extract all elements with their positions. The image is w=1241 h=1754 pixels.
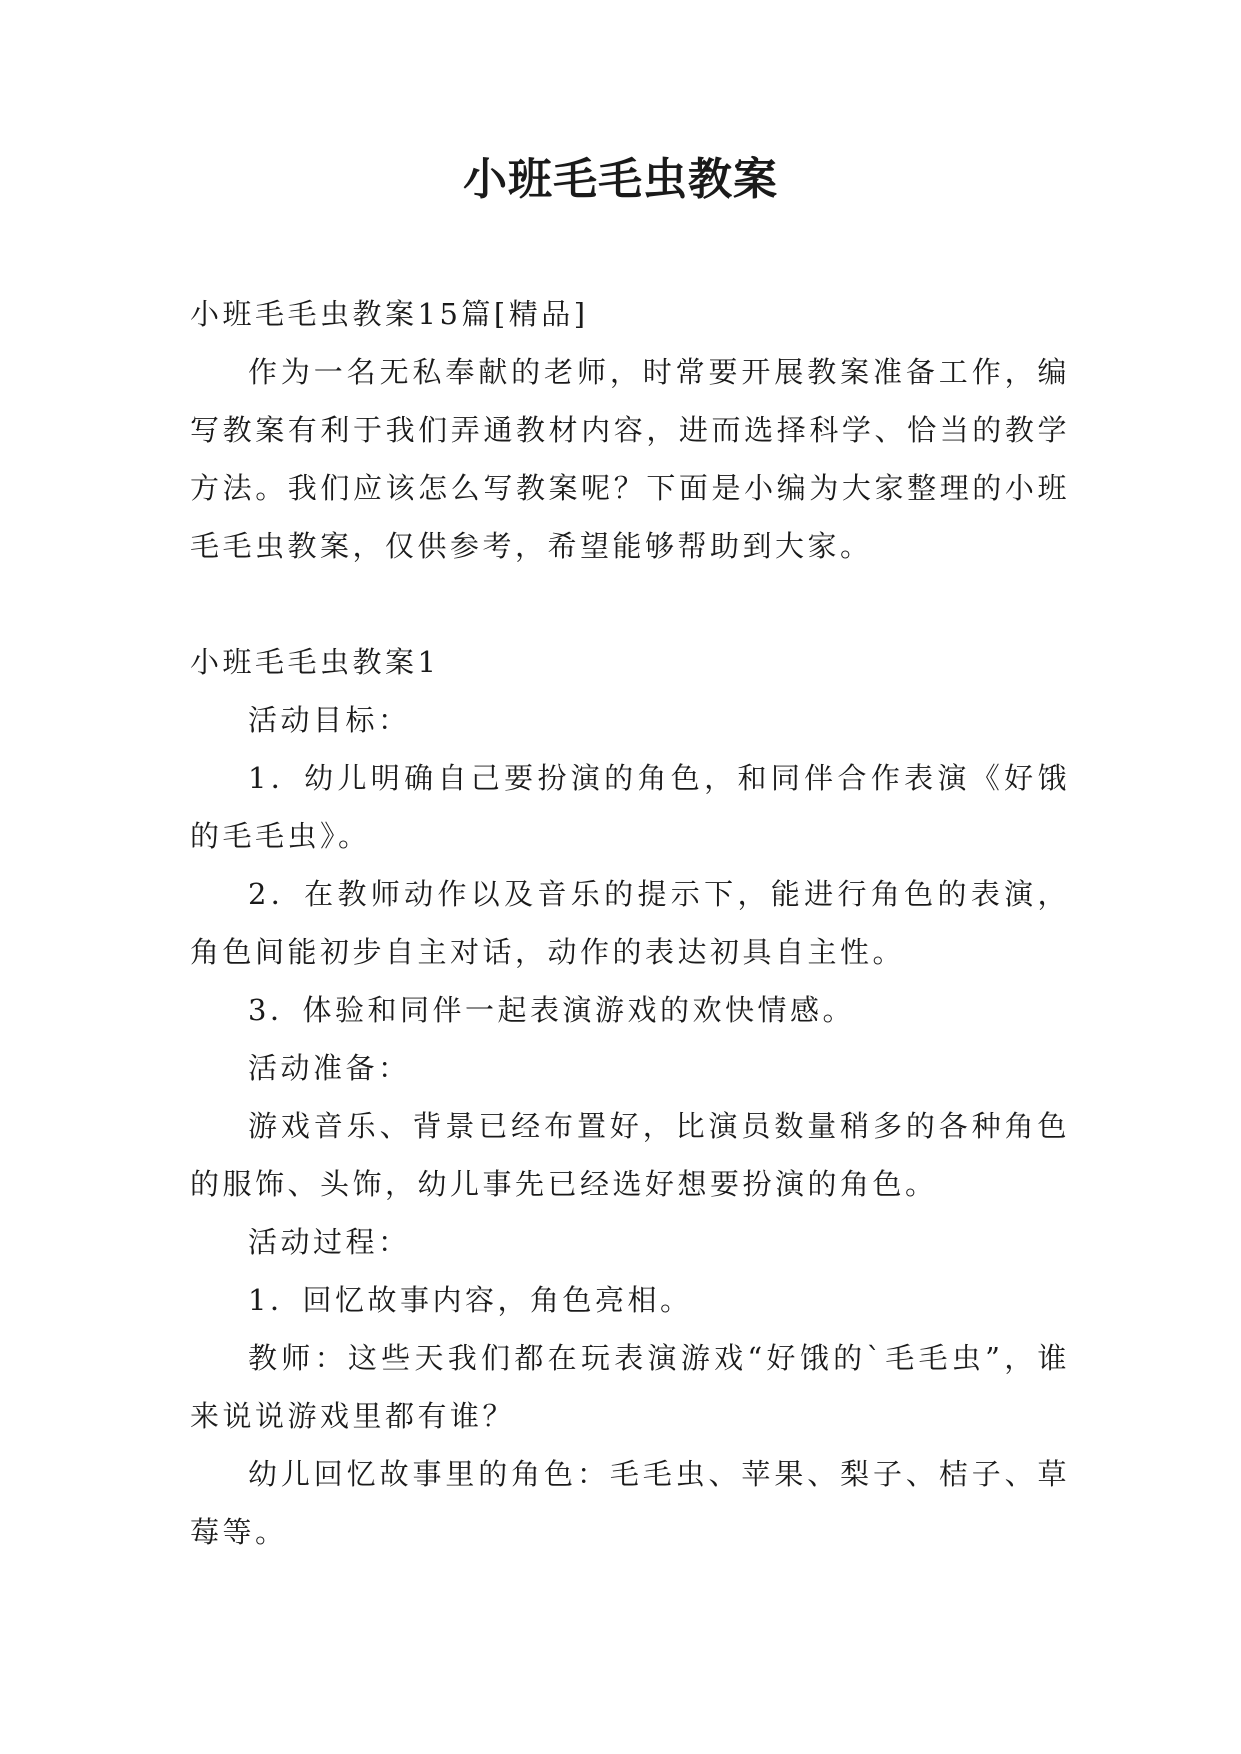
activity-process-heading: 活动过程： — [248, 1225, 411, 1259]
intro-paragraph: 作为一名无私奉献的老师，时常要开展教案准备工作，编写教案有利于我们弄通教材内容，进而选择科学、恰当的教学方法。我们应该怎么写教案呢？下面是小编为大家整理的小班毛毛虫教案，仅供参考，希望能够帮助到大家。 — [190, 355, 1070, 563]
teacher-dialogue-paragraph: 教师：这些天我们都在玩表演游戏“好饿的`毛毛虫”，谁来说说游戏里都有谁？ — [190, 1341, 1070, 1433]
activity-prep-heading: 活动准备： — [248, 1051, 411, 1085]
children-recall-paragraph: 幼儿回忆故事里的角色：毛毛虫、苹果、梨子、桔子、草莓等。 — [190, 1457, 1070, 1549]
document-body — [190, 285, 1070, 1561]
section-heading: 小班毛毛虫教案1 — [190, 645, 440, 679]
prep-paragraph: 游戏音乐、背景已经布置好，比演员数量稍多的各种角色的服饰、头饰，幼儿事先已经选好想要扮演的角色。 — [190, 1109, 1070, 1201]
goal-item-2: 2．在教师动作以及音乐的提示下，能进行角色的表演，角色间能初步自主对话，动作的表达初具自主性。 — [190, 877, 1070, 969]
subtitle-paragraph: 小班毛毛虫教案15篇[精品] — [190, 297, 589, 331]
process-step-1: 1．回忆故事内容，角色亮相。 — [248, 1283, 693, 1317]
goal-item-3: 3．体验和同伴一起表演游戏的欢快情感。 — [248, 993, 855, 1027]
activity-goals-heading: 活动目标： — [248, 703, 411, 737]
goal-item-1: 1．幼儿明确自己要扮演的角色，和同伴合作表演《好饿的毛毛虫》。 — [190, 761, 1070, 853]
document-title: 小班毛毛虫教案 — [463, 154, 778, 205]
